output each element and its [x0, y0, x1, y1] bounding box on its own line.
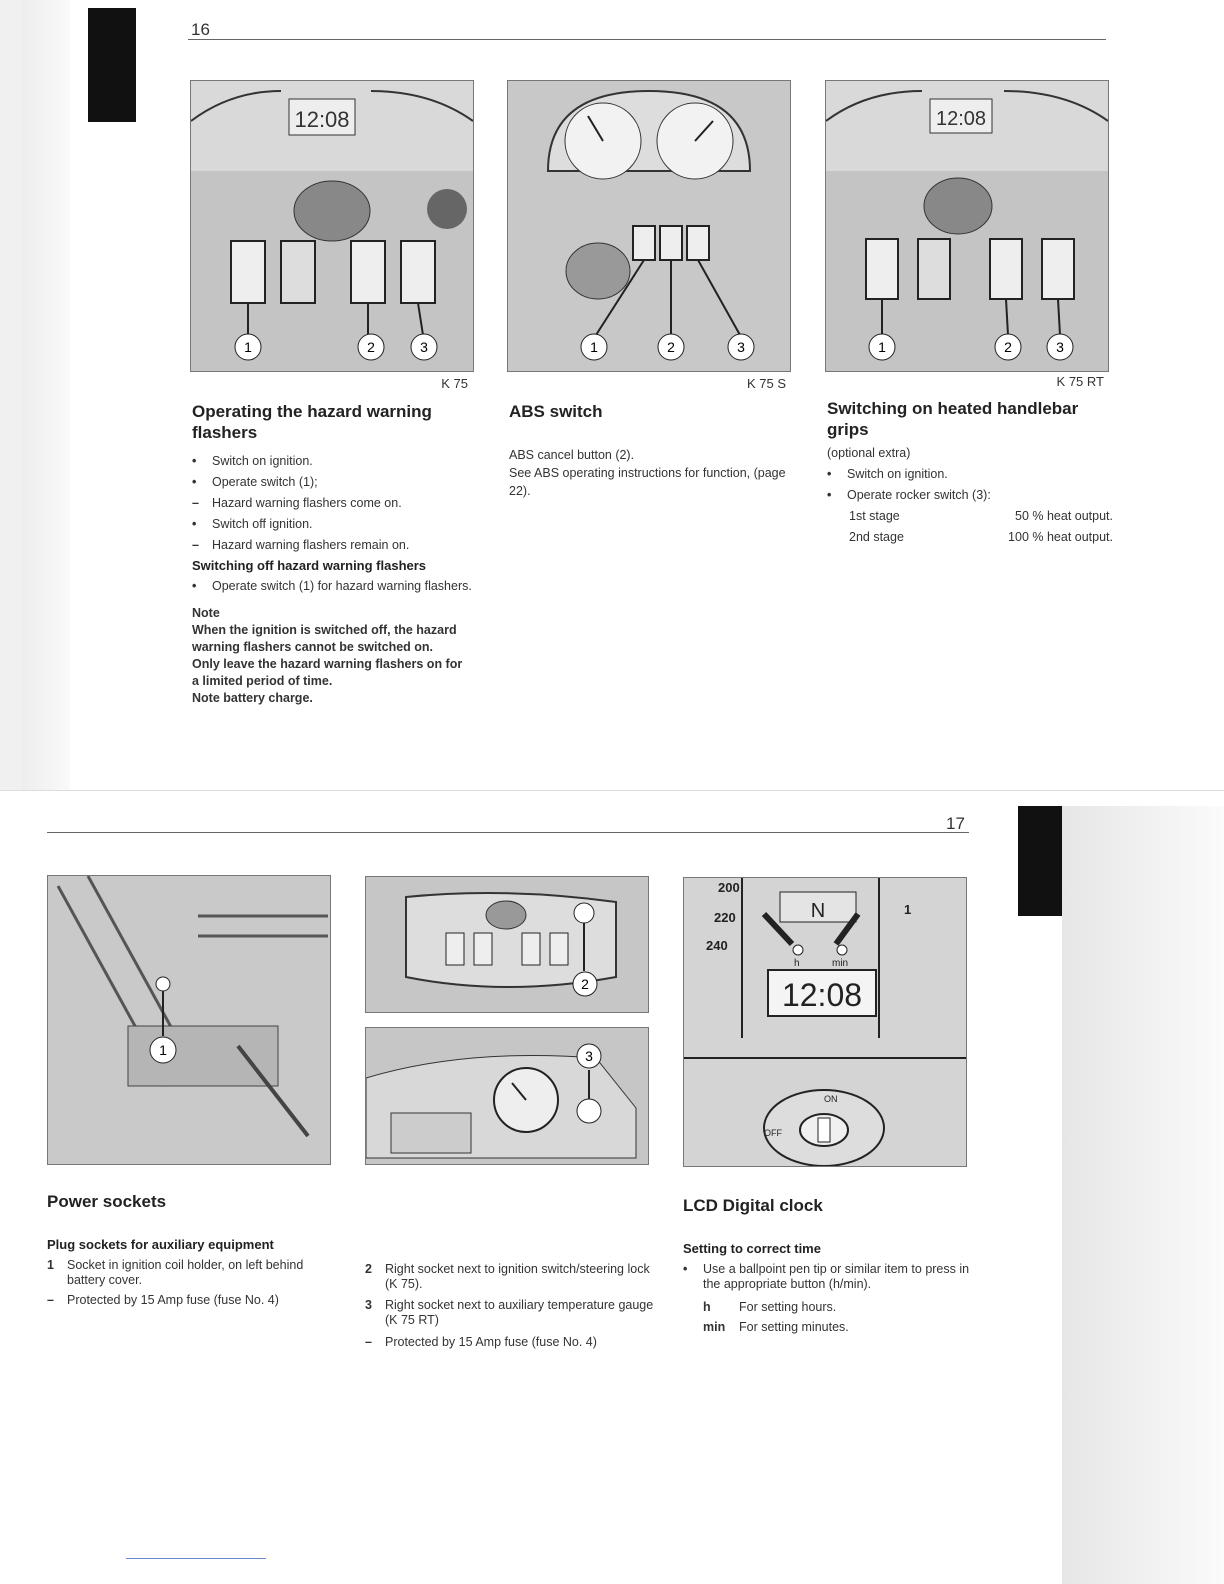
optional-extra-note: (optional extra) [827, 446, 911, 460]
page-number-top: 16 [191, 20, 210, 39]
power-sockets-title: Power sockets [47, 1192, 167, 1211]
list-item: • Switch on ignition. [192, 454, 313, 468]
off-label: OFF [764, 1128, 782, 1138]
footer-rule [126, 1558, 266, 1559]
list-item: • Switch off ignition. [192, 517, 313, 531]
svg-text:2: 2 [581, 976, 589, 992]
def-row: h For setting hours. [703, 1300, 837, 1314]
clock-display: 12:08 [781, 977, 863, 1013]
svg-text:2: 2 [1004, 339, 1012, 355]
speed-mark: 200 [718, 880, 740, 895]
caption-k75s: K 75 S [746, 376, 786, 391]
abs-title: ABS switch [509, 402, 603, 421]
speed-mark: 240 [706, 938, 728, 953]
note-label: Note [192, 606, 220, 620]
def-row: min For setting minutes. [703, 1320, 849, 1334]
caption-k75: K 75 [441, 376, 468, 391]
note-line: Only leave the hazard warning flashers on for a limited period of time. [192, 657, 463, 688]
figure-socket-ignition [365, 876, 649, 1013]
section-lcd-clock [683, 1195, 973, 1336]
setting-time-subhead: Setting to correct time [683, 1241, 821, 1256]
list-item: – Hazard warning flashers remain on. [192, 538, 410, 552]
note-line: When the ignition is switched off, the hazard warning flashers cannot be switched on. [192, 623, 457, 654]
list-item: 2 Right socket next to ignition switch/steering lock (K 75). [365, 1262, 650, 1291]
section-power-sockets [47, 1191, 335, 1312]
svg-text:1: 1 [159, 1042, 167, 1058]
pointer-label: 1 [904, 902, 912, 917]
abs-line: See ABS operating instructions for function, (page 22). [509, 466, 786, 498]
scan-right-shadow [1062, 806, 1224, 1584]
lcd-time-text: 12:08 [935, 108, 987, 130]
section-heated-grips [827, 398, 1113, 546]
list-item: – Protected by 15 Amp fuse (fuse No. 4) [47, 1293, 279, 1307]
lcd-clock-title: LCD Digital clock [683, 1196, 823, 1215]
figure-k75-switches [190, 80, 474, 372]
section-hazard-flashers [192, 401, 478, 707]
thumb-tab-top [88, 8, 136, 122]
list-item: • Use a ballpoint pen tip or similar item to press in the appropriate button (h/min). [683, 1262, 970, 1291]
section-sockets-list [365, 1262, 655, 1354]
svg-text:1: 1 [590, 339, 598, 355]
stage-row: 1st stage 50 % heat output. [849, 509, 1113, 523]
figure-k75rt-switches [825, 80, 1109, 372]
svg-text:3: 3 [737, 339, 745, 355]
list-item: 3 Right socket next to auxiliary temperature gauge (K 75 RT) [365, 1298, 654, 1327]
gear-indicator: N [810, 900, 826, 922]
figure-socket-battery [47, 875, 331, 1165]
thumb-tab-bottom [1018, 806, 1062, 916]
lcd-time-text: 12:08 [294, 107, 350, 132]
list-item: • Switch on ignition. [827, 467, 948, 481]
list-item: – Protected by 15 Amp fuse (fuse No. 4) [365, 1335, 597, 1349]
figure-k75s-switches [507, 80, 791, 372]
caption-k75rt: K 75 RT [1056, 374, 1104, 389]
list-item: 1 Socket in ignition coil holder, on left behind battery cover. [47, 1258, 304, 1287]
list-item: • Operate switch (1); [192, 475, 318, 489]
hour-button-label: h [794, 958, 800, 969]
list-item: – Hazard warning flashers come on. [192, 496, 402, 510]
list-item: • Operate rocker switch (3): [827, 488, 991, 502]
figure-lcd-clock [683, 877, 967, 1167]
minute-button-label: min [832, 958, 849, 969]
abs-line: ABS cancel button (2). [509, 448, 635, 462]
hazard-off-subhead: Switching off hazard warning flashers [192, 558, 427, 573]
page-divider [0, 790, 1224, 791]
scan-left-band [0, 0, 22, 790]
header-rule-bottom [47, 832, 969, 833]
svg-text:3: 3 [420, 339, 428, 355]
svg-text:3: 3 [585, 1048, 593, 1064]
svg-text:3: 3 [1056, 339, 1064, 355]
svg-text:2: 2 [367, 339, 375, 355]
svg-text:2: 2 [667, 339, 675, 355]
svg-text:1: 1 [244, 339, 252, 355]
header-rule-top [188, 39, 1106, 40]
on-label: ON [824, 1094, 838, 1104]
figure-socket-gauge [365, 1027, 649, 1165]
section-abs-switch [509, 401, 799, 500]
list-item: • Operate switch (1) for hazard warning flashers. [192, 579, 472, 593]
page-number-bottom: 17 [946, 814, 965, 833]
svg-text:1: 1 [878, 339, 886, 355]
stage-row: 2nd stage 100 % heat output. [849, 530, 1113, 544]
heated-grips-title: Switching on heated handlebar grips [827, 399, 1079, 439]
note-line: Note battery charge. [192, 691, 313, 705]
scan-left-shadow [22, 0, 70, 790]
speed-mark: 220 [714, 910, 736, 925]
hazard-title: Operating the hazard warning flashers [192, 402, 432, 442]
aux-sockets-subhead: Plug sockets for auxiliary equipment [47, 1237, 274, 1252]
